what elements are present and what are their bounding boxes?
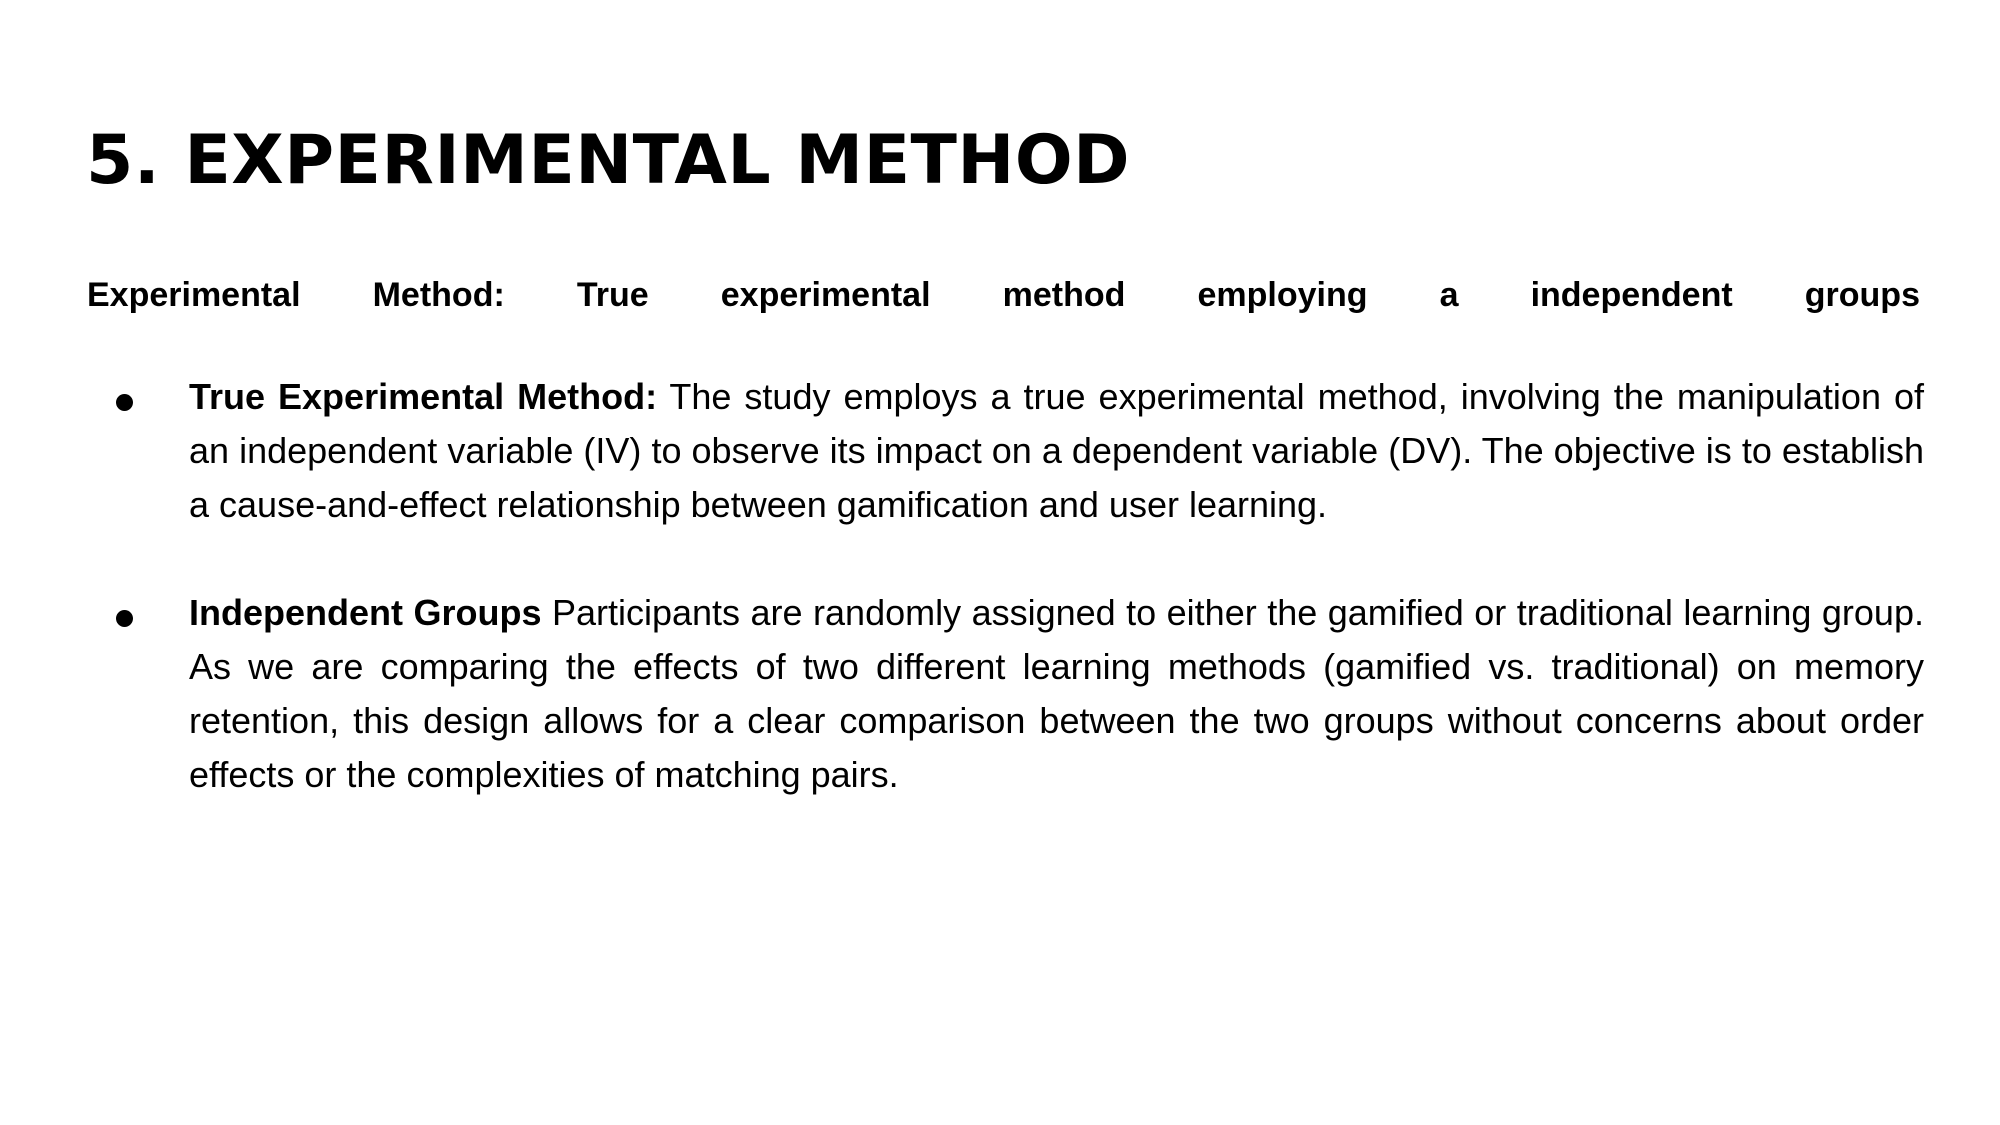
subtitle-word: Experimental xyxy=(87,276,301,314)
list-item xyxy=(0,586,2000,802)
subtitle-word: independent xyxy=(1530,276,1733,314)
subtitle-word: method xyxy=(1002,276,1126,314)
bullet-text xyxy=(189,370,1924,532)
bullet-icon xyxy=(116,610,133,627)
bullet-body: The study employs a true experimental method, involving the manipulation of an independent variable (IV) to observe its impact on a dependent variable (DV). The objective is to establish a cause-and-effect relationship between gamification and user learning. xyxy=(189,376,1924,525)
subtitle-word: experimental xyxy=(720,276,931,314)
subtitle-word: a xyxy=(1439,276,1459,314)
bullet-icon xyxy=(116,394,133,411)
subtitle-word: True xyxy=(576,276,649,314)
bullet-heading: Independent Groups xyxy=(189,592,542,633)
subtitle xyxy=(87,272,1920,318)
subtitle-word: groups xyxy=(1804,276,1920,314)
bullet-text xyxy=(189,586,1924,802)
bullet-body: Participants are randomly assigned to either the gamified or traditional learning group. As we are comparing the effects of two different learning methods (gamified vs. traditional) on memory retention, this design allows for a clear comparison between the two groups without concerns about order effects or the complexities of matching pairs. xyxy=(189,592,1924,795)
subtitle-word: Method: xyxy=(372,276,505,314)
list-item xyxy=(0,370,2000,532)
bullet-heading: True Experimental Method: xyxy=(189,376,658,417)
bullet-list xyxy=(0,370,2000,856)
page-title: 5. EXPERIMENTAL METHOD xyxy=(86,121,1131,200)
subtitle-word: employing xyxy=(1197,276,1368,314)
